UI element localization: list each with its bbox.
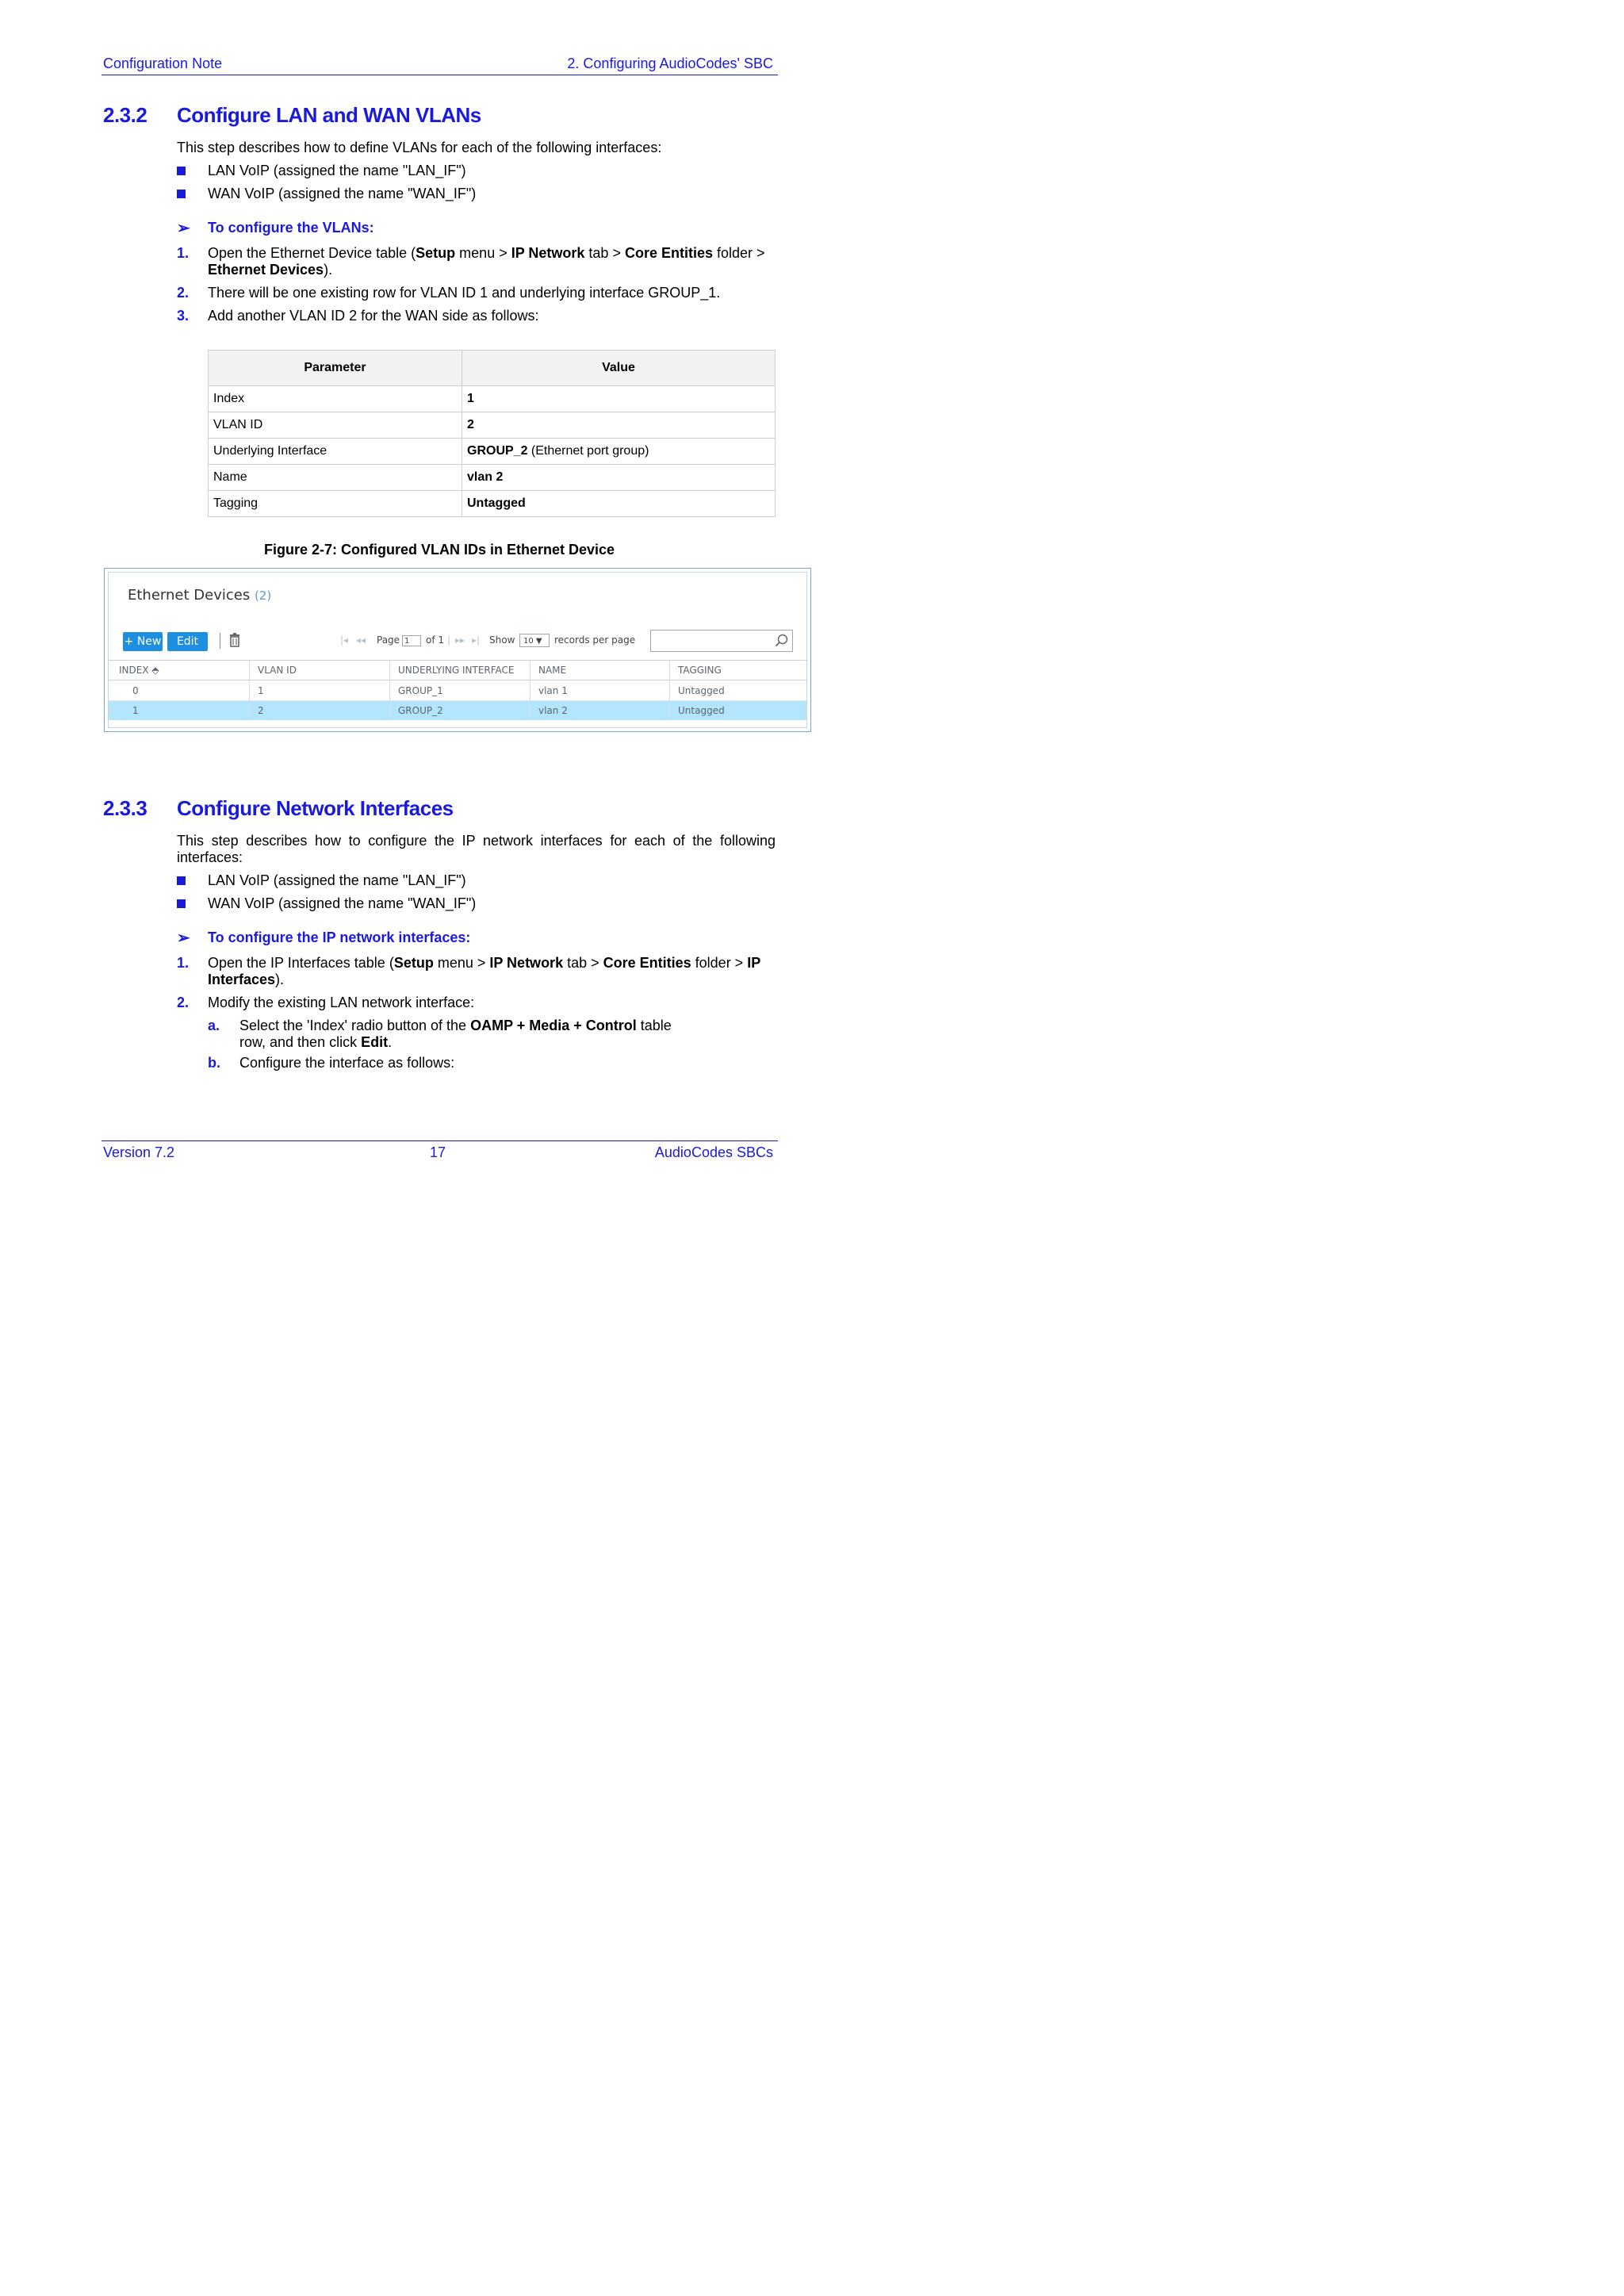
table-row: Name vlan 2 [209, 465, 776, 491]
search-input[interactable] [650, 630, 793, 652]
show-label: Show [489, 634, 515, 646]
column-header-name[interactable]: NAME [530, 661, 669, 680]
square-bullet-icon [177, 899, 186, 908]
section-intro: This step describes how to configure the IP network interfaces for each of the following interfaces: [177, 833, 776, 865]
last-page-icon[interactable]: ▸| [472, 634, 481, 646]
column-header-parameter: Parameter [209, 351, 462, 386]
square-bullet-icon [177, 167, 186, 175]
header-chapter-title: 2. Configuring AudioCodes' SBC [567, 56, 773, 71]
records-per-page-select[interactable]: 10 ▼ [519, 634, 550, 647]
table-row: VLAN ID 2 [209, 412, 776, 439]
page-number: 17 [430, 1144, 446, 1160]
footer-version: Version 7.2 [103, 1144, 175, 1160]
first-page-icon[interactable]: |◂ [340, 634, 349, 646]
section-number: 2.3.2 [103, 103, 147, 127]
column-header-tagging[interactable]: TAGGING [669, 661, 805, 680]
next-page-icon[interactable]: ▸▸ [455, 634, 465, 646]
ethernet-devices-screenshot [104, 568, 811, 732]
page-separator: | [447, 634, 451, 646]
record-count: (2) [254, 588, 272, 603]
section-number: 2.3.3 [103, 796, 147, 820]
screenshot-panel [108, 572, 807, 728]
new-button[interactable]: + New [123, 632, 163, 651]
column-header-value: Value [462, 351, 776, 386]
page-header [102, 56, 778, 75]
table-row-selected[interactable]: 1 2 GROUP_2 vlan 2 Untagged [109, 701, 806, 720]
edit-button[interactable]: Edit [167, 632, 208, 651]
table-row: Tagging Untagged [209, 491, 776, 517]
arrow-bullet-icon: ➢ [177, 220, 190, 237]
page-number-input[interactable]: 1 [402, 635, 421, 646]
section-title: Configure LAN and WAN VLANs [177, 103, 481, 127]
table-row: Index 1 [209, 386, 776, 412]
section-title: Configure Network Interfaces [177, 796, 454, 820]
column-header-underlying-interface[interactable]: UNDERLYING INTERFACE [389, 661, 530, 680]
column-header-vlan-id[interactable]: VLAN ID [249, 661, 389, 680]
table-row[interactable]: 0 1 GROUP_1 vlan 1 Untagged [109, 681, 806, 701]
records-per-page-label: records per page [554, 634, 636, 646]
page-total: of 1 [426, 634, 445, 646]
page-label: Page [377, 634, 400, 646]
column-header-index[interactable]: INDEX ⬘ [119, 665, 159, 676]
section-intro: This step describes how to define VLANs for each of the following interfaces: [177, 140, 662, 155]
header-doc-title: Configuration Note [103, 56, 223, 71]
grid-header-row [109, 660, 806, 680]
parameter-table [208, 350, 776, 517]
prev-page-icon[interactable]: ◂◂ [356, 634, 366, 646]
trash-icon[interactable] [229, 633, 240, 647]
page-footer [102, 1140, 778, 1165]
panel-title: Ethernet Devices (2) [128, 587, 272, 604]
search-icon [775, 634, 788, 647]
figure-caption: Figure 2-7: Configured VLAN IDs in Ethernet Device [263, 542, 615, 558]
square-bullet-icon [177, 190, 186, 198]
arrow-bullet-icon: ➢ [177, 930, 190, 947]
table-row: Underlying Interface GROUP_2 (Ethernet port group) [209, 439, 776, 465]
square-bullet-icon [177, 876, 186, 885]
footer-product: AudioCodes SBCs [654, 1144, 773, 1160]
